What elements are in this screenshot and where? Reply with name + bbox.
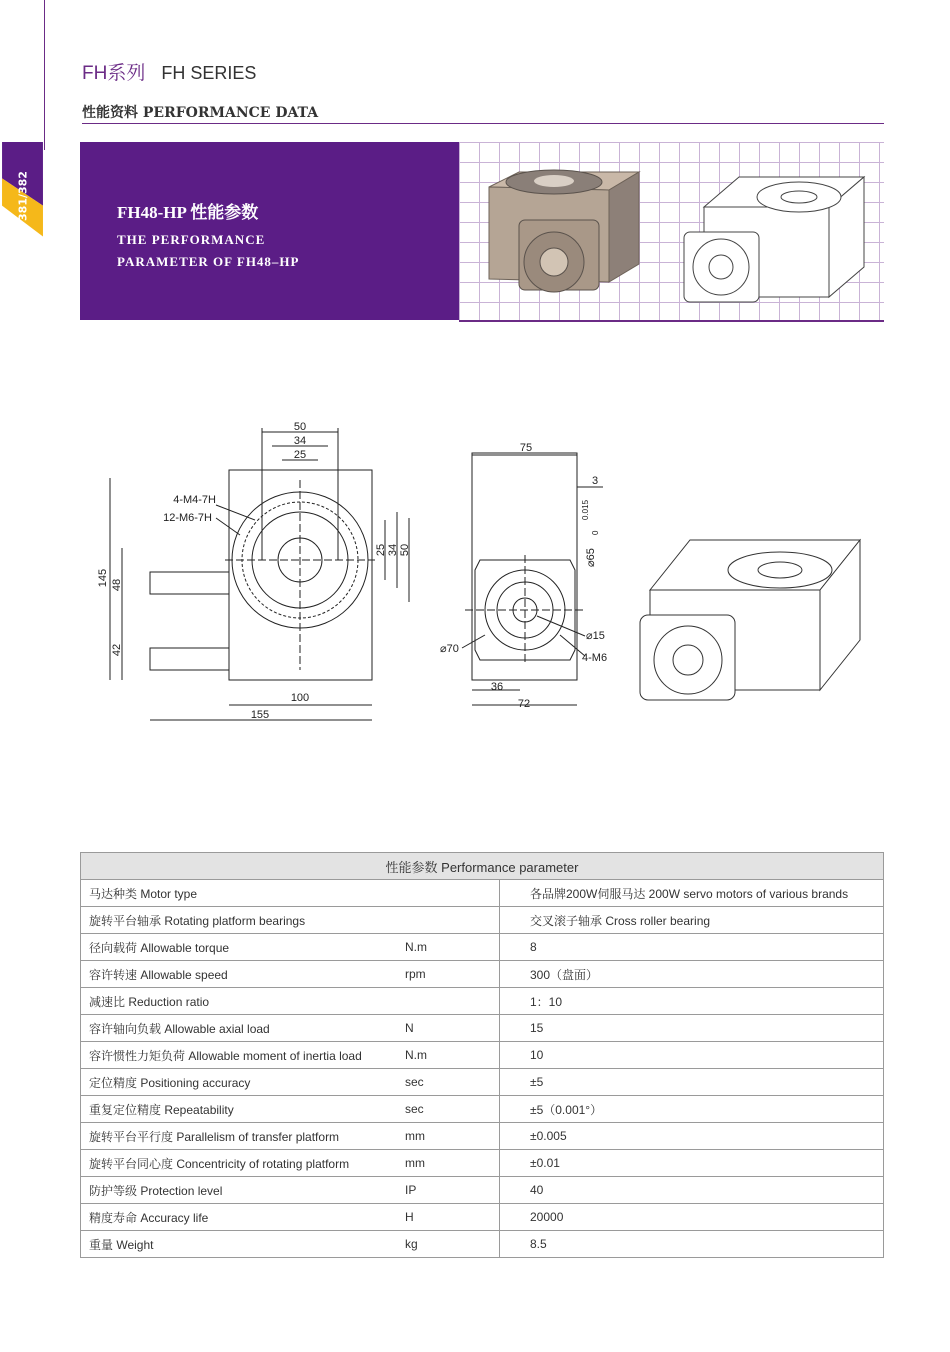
- table-row: [81, 880, 884, 907]
- param-unit: N: [397, 1015, 500, 1042]
- param-name: 精度寿命 Accuracy life: [81, 1204, 398, 1231]
- series-title-cn: FH系列: [82, 63, 146, 84]
- hole-spec-m4: 4-M4-7H: [173, 494, 216, 506]
- table-row: [81, 988, 884, 1015]
- table-row: [81, 1042, 884, 1069]
- table-row: [81, 1177, 884, 1204]
- shaft-lower: [150, 648, 229, 670]
- param-name: 旋转平台同心度 Concentricity of rotating platform: [81, 1150, 398, 1177]
- leader-m6: [216, 518, 240, 535]
- banner-title: FH48-HP 性能参数: [117, 203, 259, 222]
- param-value: ±0.01: [500, 1150, 884, 1177]
- param-unit: kg: [397, 1231, 500, 1258]
- dim-phi15: ⌀15: [586, 630, 605, 642]
- dim-r34: 34: [387, 543, 399, 557]
- param-unit: [397, 988, 500, 1015]
- dim-48: 48: [111, 578, 123, 592]
- param-value: 10: [500, 1042, 884, 1069]
- isometric-view: [640, 540, 860, 700]
- table-row: [81, 1150, 884, 1177]
- dim-phi65: ⌀65: [585, 548, 597, 567]
- param-value: 300（盘面）: [500, 961, 884, 988]
- dim-phi65-tol-dn: 0: [591, 530, 600, 535]
- shaft-upper: [150, 572, 229, 594]
- param-value: ±5（0.001°）: [500, 1096, 884, 1123]
- param-value: 各品牌200W伺服马达 200W servo motors of various brands: [500, 880, 884, 907]
- table-row: [81, 934, 884, 961]
- param-unit: [397, 880, 500, 907]
- dim-75: 75: [519, 442, 533, 454]
- section-title-cn: 性能资料: [82, 105, 138, 121]
- table-row: [81, 1096, 884, 1123]
- param-unit: N.m: [397, 934, 500, 961]
- param-value: ±0.005: [500, 1123, 884, 1150]
- dim-36: 36: [490, 681, 504, 693]
- param-value: 1：10: [500, 988, 884, 1015]
- series-title-en: FH SERIES: [161, 63, 257, 83]
- banner-subtitle-2: PARAMETER OF FH48–HP: [117, 254, 300, 269]
- dim-phi65-tol-up: 0.015: [581, 499, 590, 520]
- param-name: 径向载荷 Allowable torque: [81, 934, 398, 961]
- side-view: [462, 453, 603, 705]
- param-unit: [397, 907, 500, 934]
- table-header-row: [81, 853, 884, 880]
- param-unit: N.m: [397, 1042, 500, 1069]
- param-value: 8.5: [500, 1231, 884, 1258]
- table-row: [81, 1015, 884, 1042]
- performance-table: [80, 852, 884, 1258]
- dim-42: 42: [111, 643, 123, 657]
- leader-phi70: [462, 635, 485, 648]
- param-unit: sec: [397, 1096, 500, 1123]
- param-name: 定位精度 Positioning accuracy: [81, 1069, 398, 1096]
- hole-spec-m6: 12-M6-7H: [163, 512, 212, 524]
- dim-100: 100: [290, 692, 310, 704]
- param-name: 容许轴向负载 Allowable axial load: [81, 1015, 398, 1042]
- banner-subtitle-1: THE PERFORMANCE: [117, 232, 266, 247]
- table-row: [81, 1231, 884, 1258]
- param-name: 容许惯性力矩负荷 Allowable moment of inertia load: [81, 1042, 398, 1069]
- param-unit: H: [397, 1204, 500, 1231]
- param-value: ±5: [500, 1069, 884, 1096]
- dim-34: 34: [293, 435, 307, 447]
- dim-155: 155: [250, 709, 270, 721]
- param-value: 15: [500, 1015, 884, 1042]
- param-name: 防护等级 Protection level: [81, 1177, 398, 1204]
- param-unit: mm: [397, 1150, 500, 1177]
- front-view: [110, 428, 409, 720]
- dim-72: 72: [517, 698, 531, 710]
- dim-phi70: ⌀70: [440, 643, 459, 655]
- param-name: 重量 Weight: [81, 1231, 398, 1258]
- table-header: 性能参数 Performance parameter: [81, 853, 884, 880]
- dim-145: 145: [97, 568, 109, 588]
- param-name: 马达种类 Motor type: [81, 880, 398, 907]
- param-name: 重复定位精度 Repeatability: [81, 1096, 398, 1123]
- table-row: [81, 961, 884, 988]
- dim-50: 50: [293, 421, 307, 433]
- page-number: 381/382: [16, 171, 30, 221]
- table-row: [81, 1123, 884, 1150]
- param-unit: rpm: [397, 961, 500, 988]
- param-value: 交叉滚子轴承 Cross roller bearing: [500, 907, 884, 934]
- leader-phi15: [537, 616, 585, 636]
- dim-25: 25: [293, 449, 307, 461]
- param-value: 8: [500, 934, 884, 961]
- param-name: 旋转平台平行度 Parallelism of transfer platform: [81, 1123, 398, 1150]
- param-unit: mm: [397, 1123, 500, 1150]
- table-row: [81, 1204, 884, 1231]
- dim-3: 3: [592, 475, 599, 487]
- dim-4m6: 4-M6: [582, 652, 608, 664]
- section-title-en: PERFORMANCE DATA: [142, 105, 319, 121]
- param-name: 旋转平台轴承 Rotating platform bearings: [81, 907, 398, 934]
- dim-r25: 25: [375, 543, 387, 557]
- param-name: 减速比 Reduction ratio: [81, 988, 398, 1015]
- param-unit: IP: [397, 1177, 500, 1204]
- leader-m4: [216, 505, 255, 520]
- param-value: 20000: [500, 1204, 884, 1231]
- param-value: 40: [500, 1177, 884, 1204]
- table-row: [81, 1069, 884, 1096]
- param-unit: sec: [397, 1069, 500, 1096]
- table-row: [81, 907, 884, 934]
- param-name: 容许转速 Allowable speed: [81, 961, 398, 988]
- dim-r50: 50: [399, 543, 411, 557]
